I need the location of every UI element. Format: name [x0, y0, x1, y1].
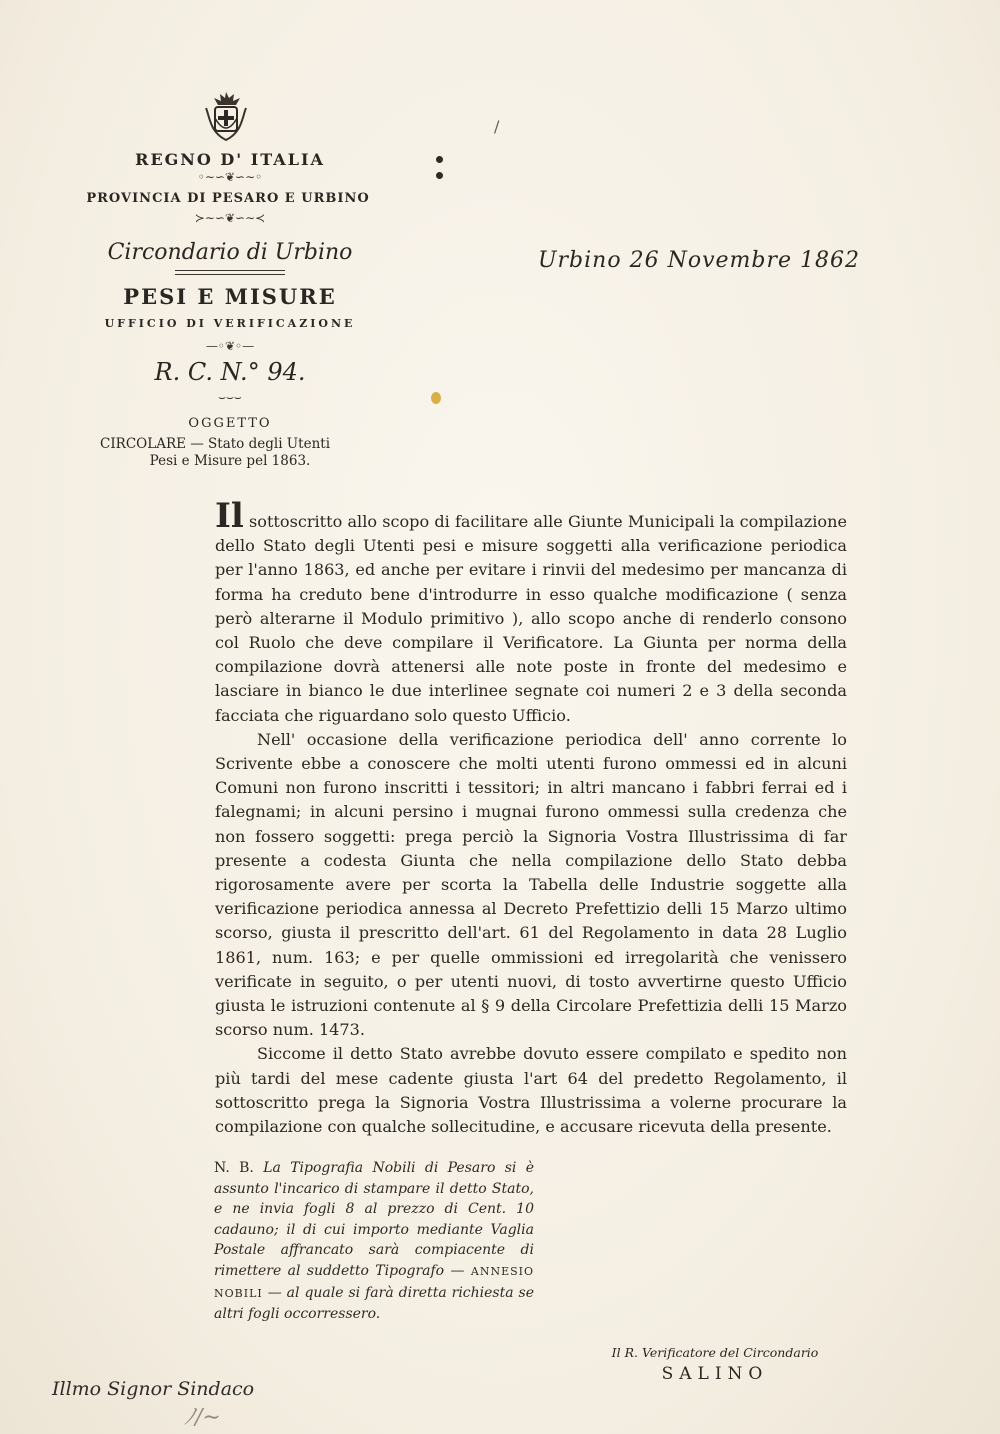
nb-text: La Tipografia Nobili di Pesaro si è assunto l'incarico di stampare il detto Stato, e ne invia fogli 8 al prezzo di Cent. 10 cadauno; il di cui importo mediante Vaglia Postale affrancato sarà compiacente di rimettere al suddetto Tipografo —: [214, 1160, 534, 1279]
oggetto-label: OGGETTO: [188, 416, 272, 431]
nb-text: — al quale si farà diretta richiesta se altri fogli occorressero.: [214, 1284, 534, 1323]
oggetto-line2: Pesi e Misure pel 1863.: [149, 453, 311, 469]
paragraph: [215, 496, 847, 728]
nota-bene: [214, 1158, 534, 1325]
letter-date: Urbino 26 Novembre 1862: [538, 248, 860, 273]
nb-label: N. B.: [214, 1160, 254, 1176]
paragraph: Nell' occasione della verificazione periodica dell' anno corrente lo Scrivente ebbe a conoscere che molti utenti furono ommessi ed in alcuni Comuni non furono inscritti i tessitori; in altri mancano i fabbri ferrai ed i falegnami; in alcuni persino i mugnai furono ommessi sulla credenza che non fossero soggetti: prega perciò la Signoria Vostra Illustrissima di far presente a codesta Giunta che nella compilazione dello Stato debba rigorosamente avere per scorta la Tabella delle Industrie soggette alla verificazione periodica annessa al Decreto Prefettizio delli 15 Marzo ultimo scorso, giusta il prescritto dell'art. 61 del Regolamento in data 28 Luglio 1861, num. 163; e per quelle ommissioni ed irregolarità che venissero verificate in seguito, o per utenti nuovi, di tosto avvertirne questo Ufficio giusta le istruzioni contenute al § 9 della Circolare Prefettizia delli 15 Marzo scorso num. 1473.: [215, 729, 847, 1040]
ornament-divider: ⌣⌣⌣: [218, 390, 242, 404]
protocol-number: R. C. N.° 94.: [154, 358, 306, 386]
header-pesi-misure: PESI E MISURE: [123, 284, 337, 309]
paragraph-text: sottoscritto allo scopo di facilitare alle Giunte Municipali la compilazione dello Stato degli Utenti pesi e misure soggetti alla verificazione periodica per l'anno 1863, ed anche per evitare i rinvii del medesimo per mancanza di forma ha creduto bene d'introdurre in esso qualche modificazione ( senza però alterarne il Modulo primitivo ), allo scopo anche di renderlo consono col Ruolo che deve compilare il Verificatore. La Giunta per norma della compilazione dovrà attenersi alle note poste in fronte del medesimo e lasciare in bianco le due interlinee segnate coi numeri 2 e 3 della seconda facciata che riguardano solo questo Ufficio.: [215, 512, 847, 725]
paragraph: Siccome il detto Stato avrebbe dovuto essere compilato e spedito non più tardi del mese cadente giusta l'art 64 del predetto Regolamento, il sottoscritto prega la Signoria Vostra Illustrissima a volerne procurare la compilazione con qualche sollecitudine, e accusare ricevuta della presente.: [215, 1044, 847, 1137]
crest-icon: [198, 88, 254, 144]
signature-name: SALINO: [661, 1364, 769, 1384]
addressee: Illmo Signor Sindaco: [52, 1378, 255, 1400]
ornament-divider: —◦❦◦—: [205, 339, 255, 353]
signature-title: Il R. Verificatore del Circondario: [611, 1345, 819, 1360]
double-rule: [175, 270, 285, 275]
drop-cap: Il: [215, 496, 244, 536]
ornament-divider: ◦∼∽❦∽∼◦: [197, 170, 263, 184]
header-regno: REGNO D' ITALIA: [135, 150, 325, 169]
header-circondario: Circondario di Urbino: [107, 240, 353, 265]
pencil-mark: /: [494, 117, 500, 136]
ink-stain: [431, 392, 441, 404]
nb-smallcaps: ANNESIO NOBILI: [214, 1264, 535, 1300]
header-provincia: PROVINCIA DI PESARO E URBINO: [86, 191, 370, 206]
mark-dot: [436, 156, 443, 163]
mark-dot: [436, 172, 443, 179]
header-ufficio: UFFICIO DI VERIFICAZIONE: [104, 317, 356, 330]
ornament-divider: ≻∼∽❦∽∼≺: [194, 211, 266, 225]
letter-body: [215, 496, 847, 1139]
oggetto-line1: CIRCOLARE — Stato degli Utenti: [100, 436, 331, 452]
handwritten-scribble: ﾉ∕∼: [184, 1405, 221, 1430]
